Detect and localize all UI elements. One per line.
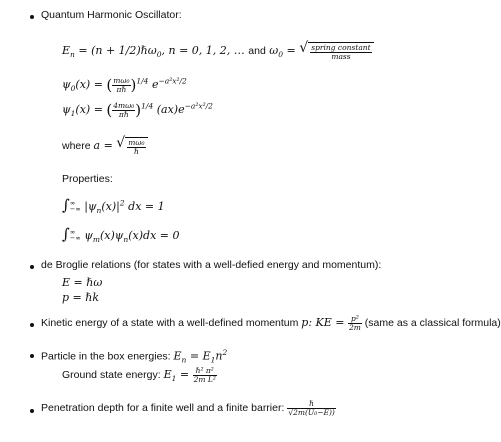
psi0-equation: $\psi_0(x)$ = ( $\frac{\text{mω₀}}{\text{πℏ}}$ )$^{1/4}$ $e^{-a^2x^2/2}$ <box>62 76 187 94</box>
qho-title: Quantum Harmonic Oscillator: <box>41 9 182 21</box>
debroglie-momentum: p = ℏk <box>62 291 100 304</box>
box-energies-line: Particle in the box energies: $E_n = E_1n^2$ <box>41 348 228 365</box>
debroglie-title: de Broglie relations (for states with a well-defied energy and momentum): <box>41 259 382 271</box>
bullet-3 <box>30 323 34 327</box>
bullet-1 <box>30 15 34 19</box>
ground-state-line: Ground state energy: $E_1$ = $\frac{\text{ℏ² π²}}{\text{2m L²}}$ <box>62 366 216 384</box>
bullet-5 <box>30 409 34 413</box>
properties-label: Properties: <box>62 173 113 185</box>
bullet-2 <box>30 265 34 269</box>
orthogonality-integral: ∫ ∞ −∞ $\psi_m(x)\psi_n(x)dx = 0$ <box>62 225 180 245</box>
qho-energy-equation: $E_n = (n$ + 1/2)ℏω$_0$, n = 0, 1, 2, … and $\omega_0$ = √ $\frac{\text{spring constant}}{\text{mass}}$ <box>62 42 374 60</box>
where-a-line: where a = √ $\frac{\text{mω₀}}{\text{ℏ}}$ <box>62 137 148 155</box>
kinetic-energy-line: Kinetic energy of a state with a well-defined momentum p: KE = $\frac{\text{p²}}{2m}$ (same as a classical formula) <box>41 314 501 332</box>
omega-sqrt: √ $\frac{\text{spring constant}}{\text{mass}}$ <box>299 42 373 60</box>
a-sqrt: √ $\frac{\text{mω₀}}{\text{ℏ}}$ <box>116 137 147 155</box>
normalization-integral: ∫ ∞ −∞ $|\psi_n(x)|^2$ dx = 1 <box>62 196 165 216</box>
psi1-equation: $\psi_1(x)$ = ( $\frac{\text{4mω₀}}{\text{πℏ}}$ )$^{1/4}$ $(ax)e^{-a^2x^2/2}$ <box>62 101 213 119</box>
penetration-depth-line: Penetration depth for a finite well and a finite barrier: $\frac{\text{ℏ}}{\text{√2m(U₀−E))}}$ <box>41 399 335 417</box>
debroglie-energy: E = ℏω <box>62 276 103 289</box>
bullet-4 <box>30 354 34 358</box>
